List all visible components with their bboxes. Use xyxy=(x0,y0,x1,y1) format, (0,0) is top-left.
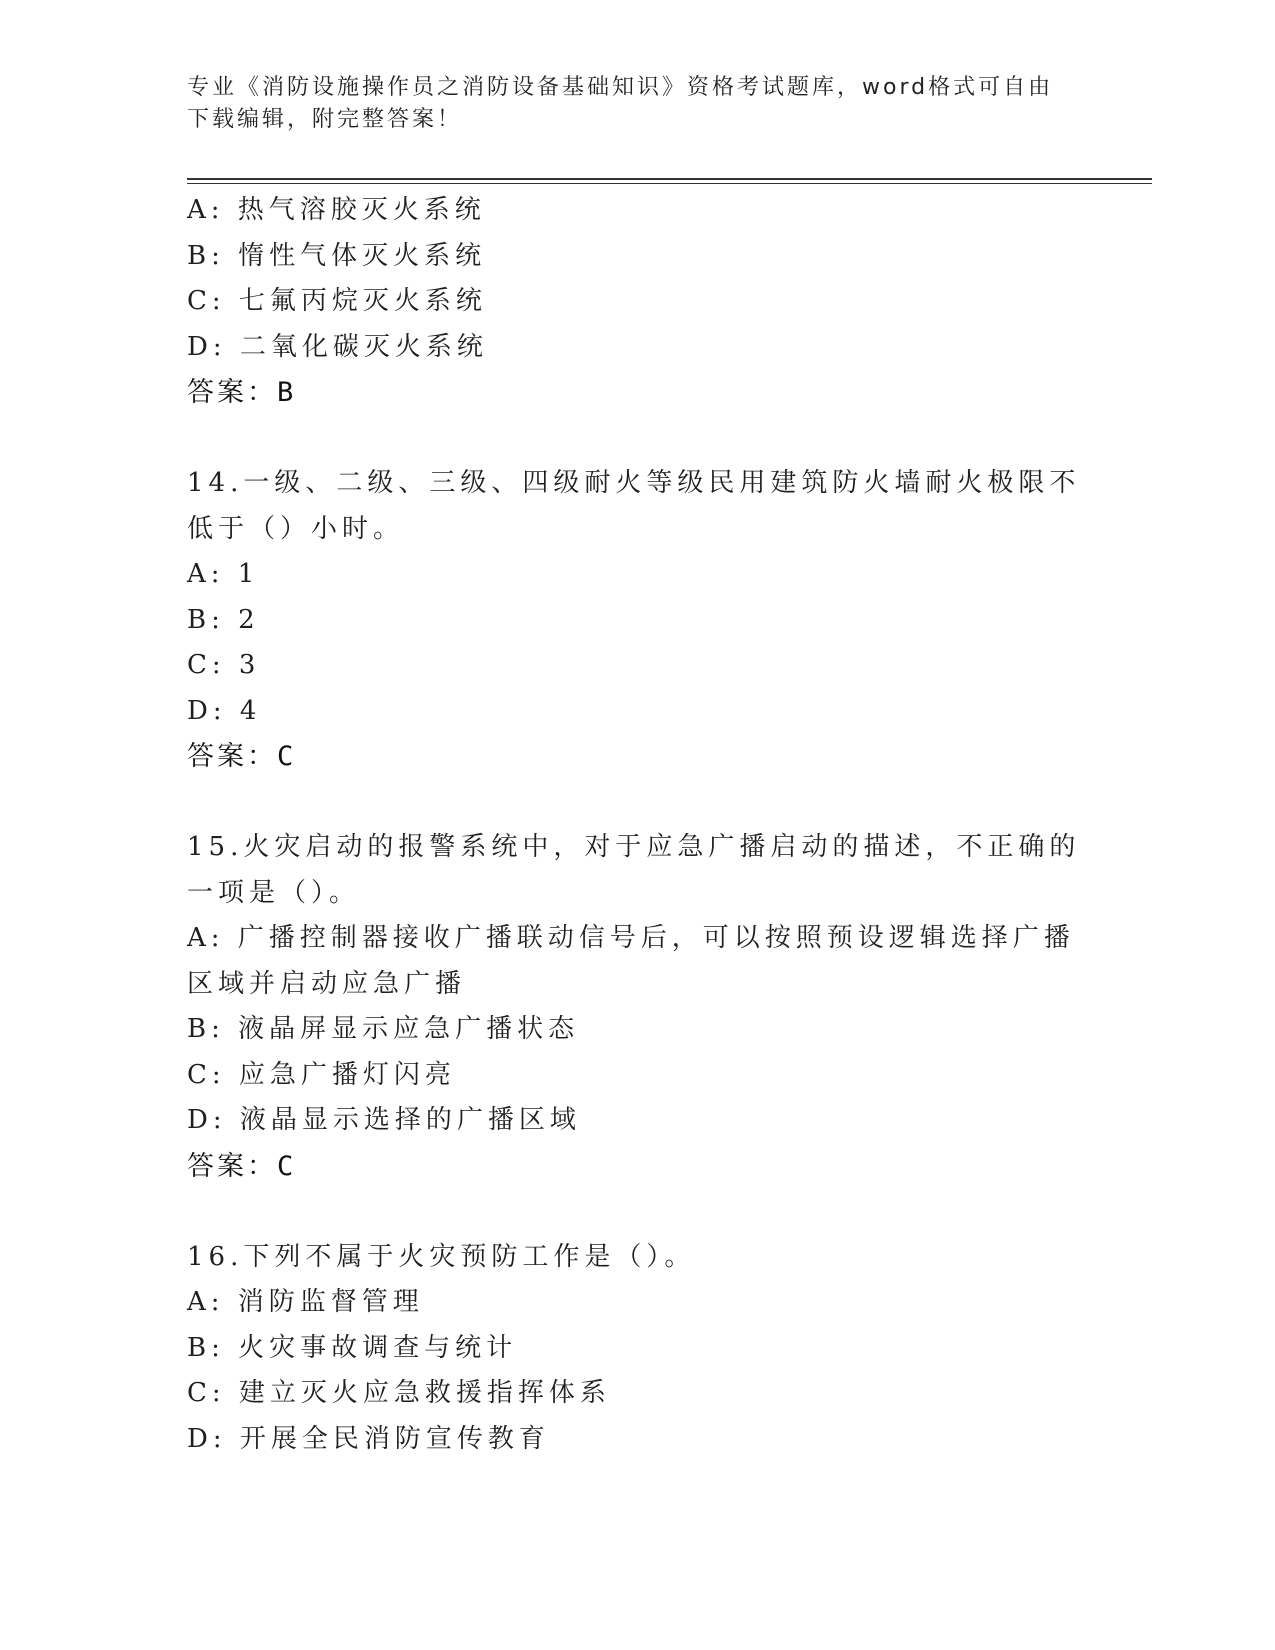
option-b: B: 2 xyxy=(187,604,260,635)
question-text: 16.下列不属于火灾预防工作是（）。 xyxy=(187,1241,696,1272)
question-13 xyxy=(187,188,1087,416)
option-a: A: 1 xyxy=(187,559,260,589)
question-text: 14.一级、二级、三级、四级耐火等级民用建筑防火墙耐火极限不低于（）小时。 xyxy=(187,468,1081,544)
option-b: B: 液晶屏显示应急广播状态 xyxy=(187,1014,580,1044)
header-divider-thin xyxy=(187,183,1152,184)
question-text: 15.火灾启动的报警系统中，对于应急广播启动的描述，不正确的一项是（）。 xyxy=(187,832,1081,908)
answer-label: 答案： xyxy=(187,741,277,772)
question-list xyxy=(187,188,1087,1462)
answer-value: C xyxy=(277,741,297,772)
option-c: C: 七氟丙烷灭火系统 xyxy=(187,286,487,316)
option-d: D: 二氧化碳灭火系统 xyxy=(187,331,488,362)
option-c: C: 应急广播灯闪亮 xyxy=(187,1059,456,1090)
option-b: B: 火灾事故调查与统计 xyxy=(187,1332,518,1363)
option-a: A: 热气溶胶灭火系统 xyxy=(187,195,486,225)
question-15 xyxy=(187,825,1087,1189)
question-16 xyxy=(187,1235,1087,1463)
option-d: D: 开展全民消防宣传教育 xyxy=(187,1423,550,1454)
answer-value: B xyxy=(277,377,297,408)
answer-label: 答案： xyxy=(187,1150,277,1182)
option-c: C: 建立灭火应急救援指挥体系 xyxy=(187,1378,611,1408)
option-b: B: 惰性气体灭火系统 xyxy=(187,240,487,271)
spacer xyxy=(187,416,1087,462)
answer-line xyxy=(187,1144,1087,1190)
option-a: A: 消防监督管理 xyxy=(187,1287,424,1317)
answer-line xyxy=(187,734,1087,780)
document-header: 专业《消防设施操作员之消防设备基础知识》资格考试题库，word格式可自由下载编辑，附完整答案！ xyxy=(187,75,1054,132)
answer-value: C xyxy=(277,1150,297,1182)
spacer xyxy=(187,1189,1087,1235)
spacer xyxy=(187,780,1087,826)
answer-label: 答案： xyxy=(187,377,277,408)
option-c: C: 3 xyxy=(187,650,261,680)
option-a: A: 广播控制器接收广播联动信号后，可以按照预设逻辑选择广播区域并启动应急广播 xyxy=(187,923,1075,999)
option-d: D: 4 xyxy=(187,695,262,726)
option-d: D: 液晶显示选择的广播区域 xyxy=(187,1105,581,1135)
header-divider-thick xyxy=(187,178,1152,180)
question-14 xyxy=(187,461,1087,780)
answer-line xyxy=(187,370,1087,416)
